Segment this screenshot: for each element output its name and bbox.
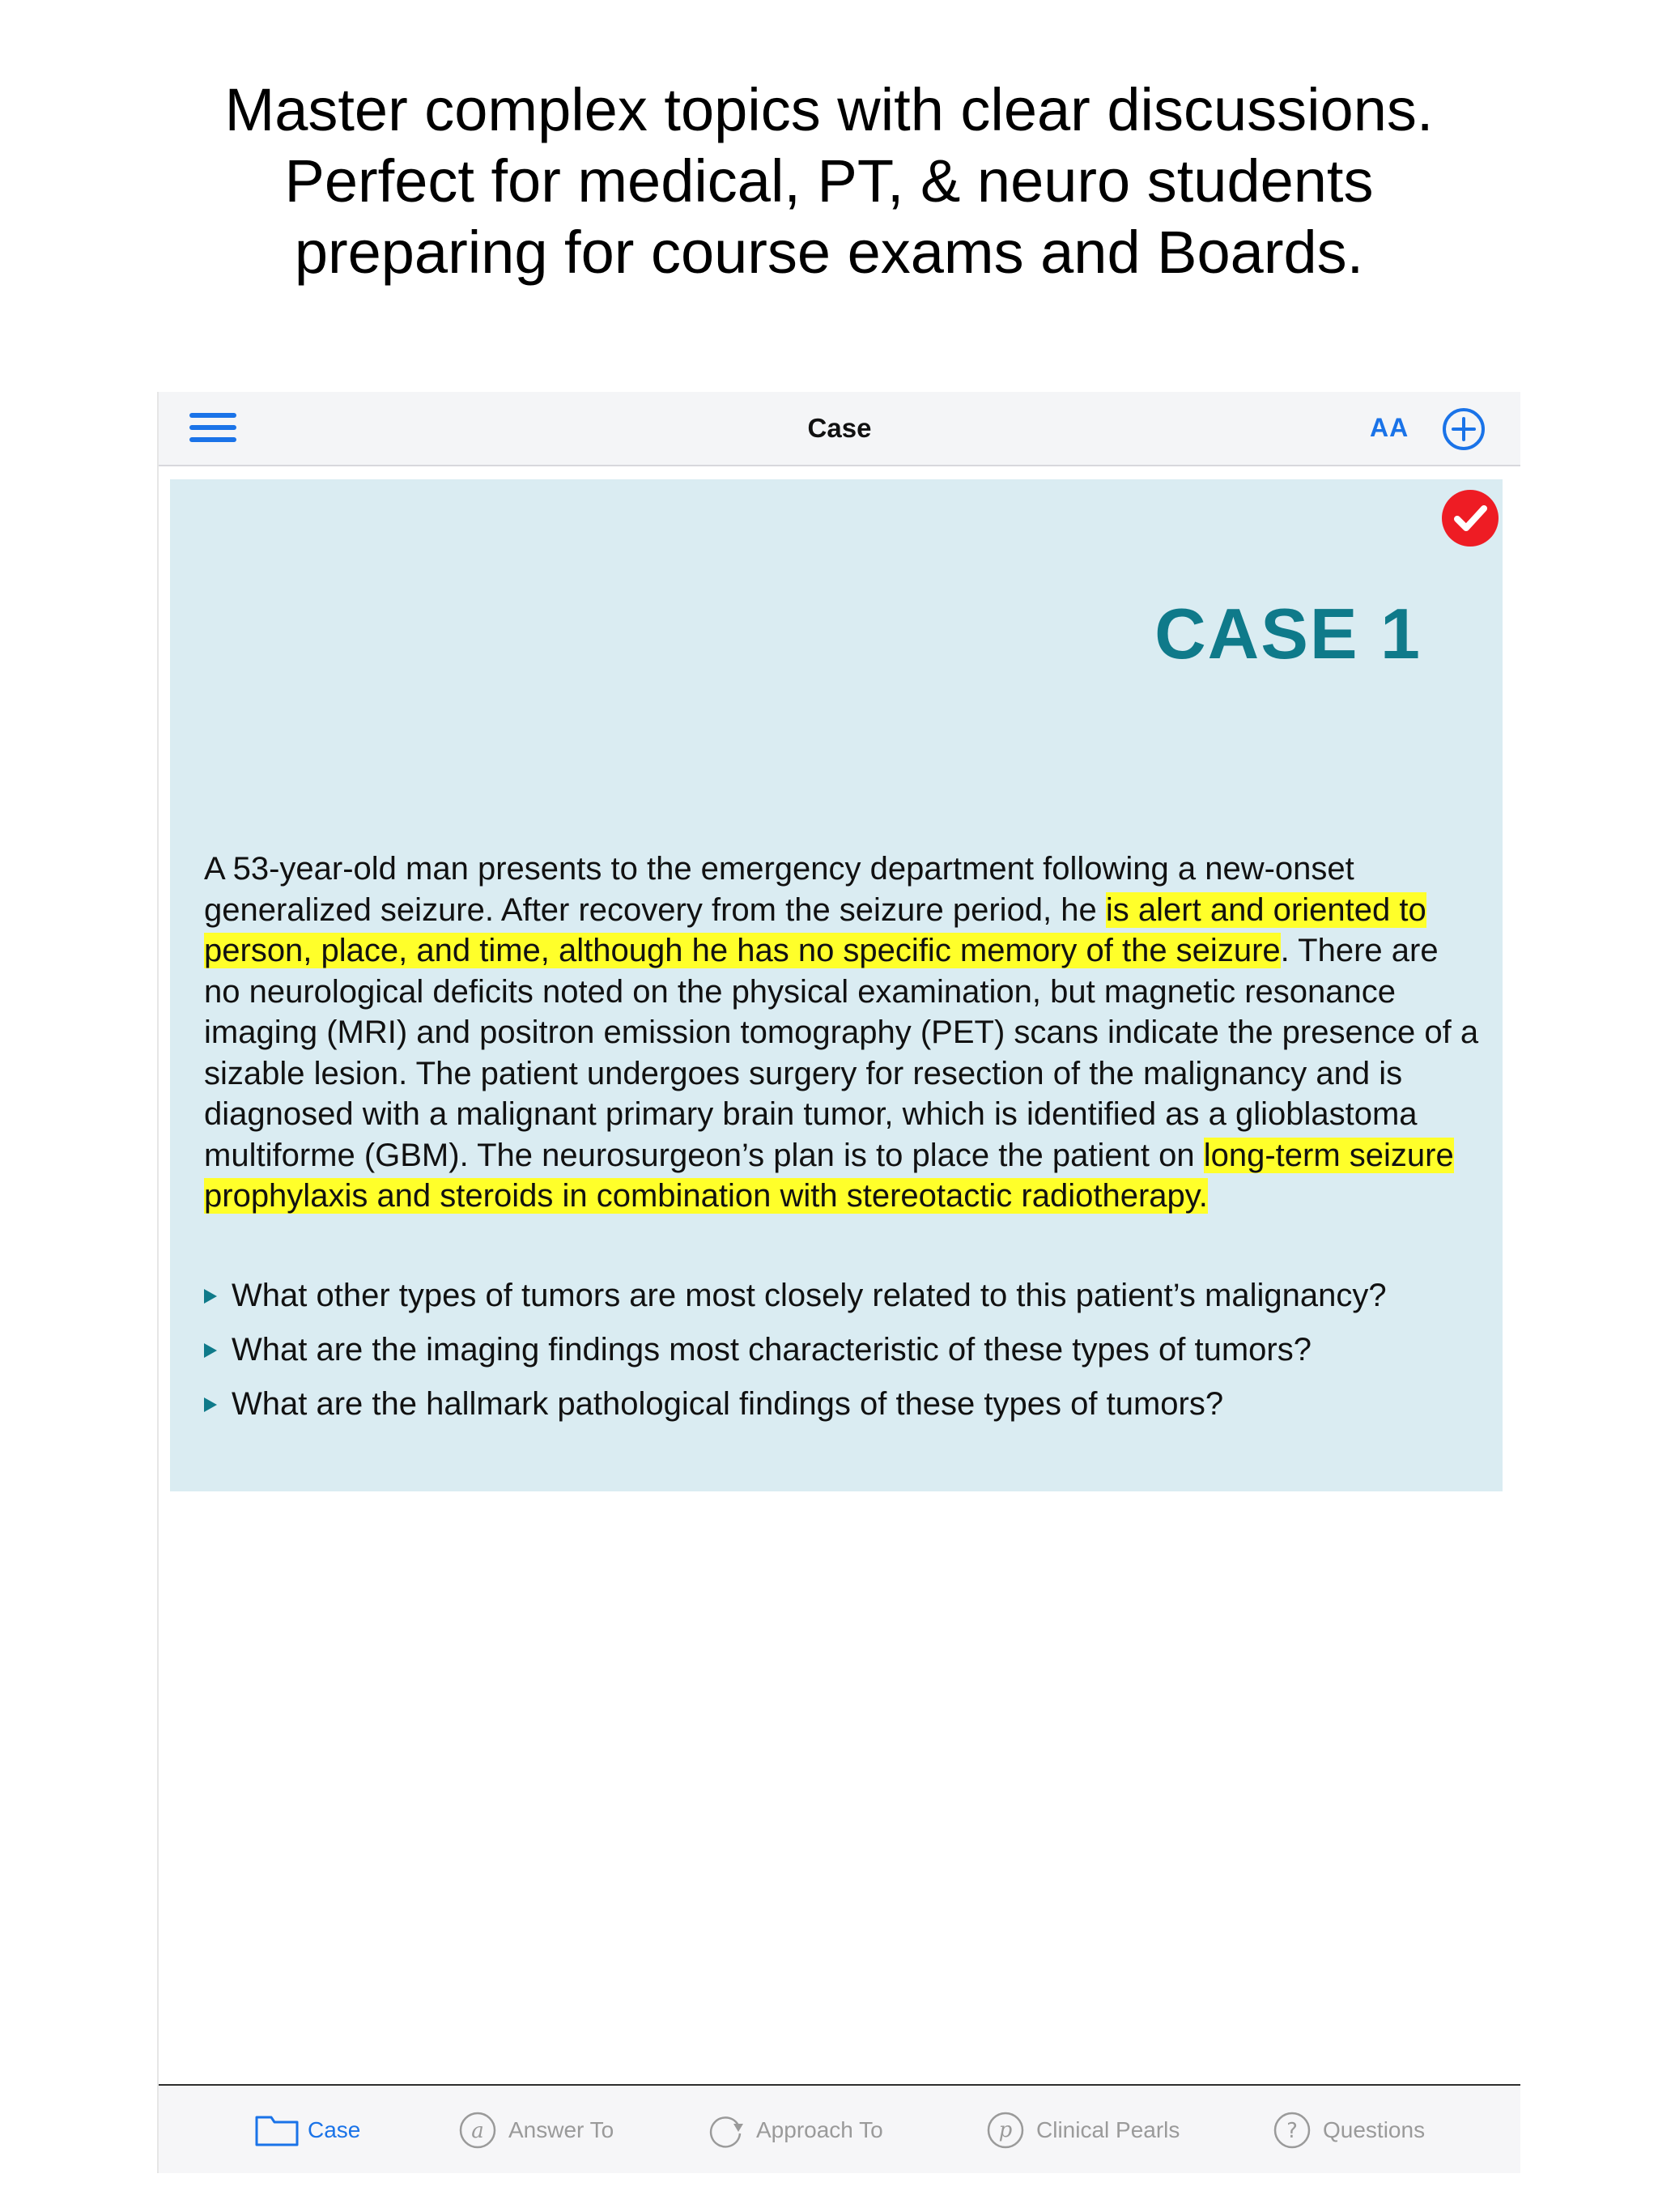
question-text: What are the imaging findings most characteristic of these types of tumors?: [232, 1332, 1312, 1368]
tab-label: Questions: [1323, 2117, 1426, 2142]
case-question: [204, 1330, 1483, 1385]
tab-approach-to[interactable]: [703, 2108, 883, 2152]
svg-text:a: a: [471, 2119, 484, 2143]
triangle-bullet-icon: [204, 1289, 217, 1304]
triangle-bullet-icon: [204, 1397, 217, 1412]
tab-label: Case: [308, 2117, 361, 2142]
refresh-arrow-icon: [703, 2111, 748, 2150]
nav-title: Case: [807, 413, 872, 443]
case-questions-list: [204, 1276, 1483, 1439]
tab-case[interactable]: [254, 2108, 360, 2152]
tab-label: Answer To: [508, 2117, 614, 2142]
highlighted-text-1: is alert and oriented to person, place, and time, although he has no specific memory of the seizure: [204, 891, 1426, 968]
case-card: [170, 479, 1503, 1491]
svg-text:p: p: [998, 2118, 1013, 2142]
headline-line-1: Master complex topics with clear discussions.: [224, 76, 1434, 143]
check-circle-icon: [1441, 489, 1499, 547]
promo-headline: [0, 74, 1658, 288]
case-question: [204, 1385, 1483, 1439]
tab-bar: [159, 2084, 1520, 2173]
navigation-bar: [159, 392, 1520, 466]
font-size-button[interactable]: AA: [1370, 413, 1409, 442]
tab-answer-to[interactable]: [455, 2108, 614, 2152]
plus-circle-icon[interactable]: [1441, 406, 1486, 452]
at-sign-icon: [455, 2111, 500, 2150]
svg-text:?: ?: [1286, 2119, 1298, 2143]
case-question: [204, 1276, 1483, 1330]
tab-questions[interactable]: [1269, 2108, 1425, 2152]
headline-line-3: preparing for course exams and Boards.: [294, 219, 1364, 286]
case-text-part-2: . There are no neurological deficits noted on the physical examination, but magnetic resonance imaging (MRI) and positron emission tomography (PET) scans indicate the presence of a sizable lesion. The patient undergoes surgery for resection of the malignancy and is diagnosed with a malignant primary brain tumor, which is identified as a glioblastoma multiforme (GBM). The neurosurgeon’s plan is to place the patient on: [204, 933, 1479, 1173]
case-title: CASE 1: [1154, 593, 1422, 674]
question-text: What are the hallmark pathological findings of these types of tumors?: [232, 1386, 1224, 1422]
headline-line-2: Perfect for medical, PT, & neuro students: [284, 147, 1374, 215]
case-text-part-1: A 53-year-old man presents to the emergency department following a new-onset generalized seizure. After recovery from the seizure period, he: [204, 851, 1354, 928]
p-circle-icon: [983, 2111, 1028, 2150]
triangle-bullet-icon: [204, 1343, 217, 1358]
folder-icon: [254, 2111, 300, 2150]
tab-label: Clinical Pearls: [1036, 2117, 1180, 2142]
app-screen: [157, 392, 1519, 2173]
question-circle-icon: [1269, 2111, 1315, 2150]
tab-label: Approach To: [756, 2117, 883, 2142]
case-description: [204, 849, 1483, 1217]
highlighted-text-2: long-term seizure prophylaxis and steroids in combination with stereotactic radiotherapy.: [204, 1137, 1454, 1214]
tab-clinical-pearls[interactable]: [983, 2108, 1180, 2152]
question-text: What other types of tumors are most closely related to this patient’s malignancy?: [232, 1278, 1387, 1313]
